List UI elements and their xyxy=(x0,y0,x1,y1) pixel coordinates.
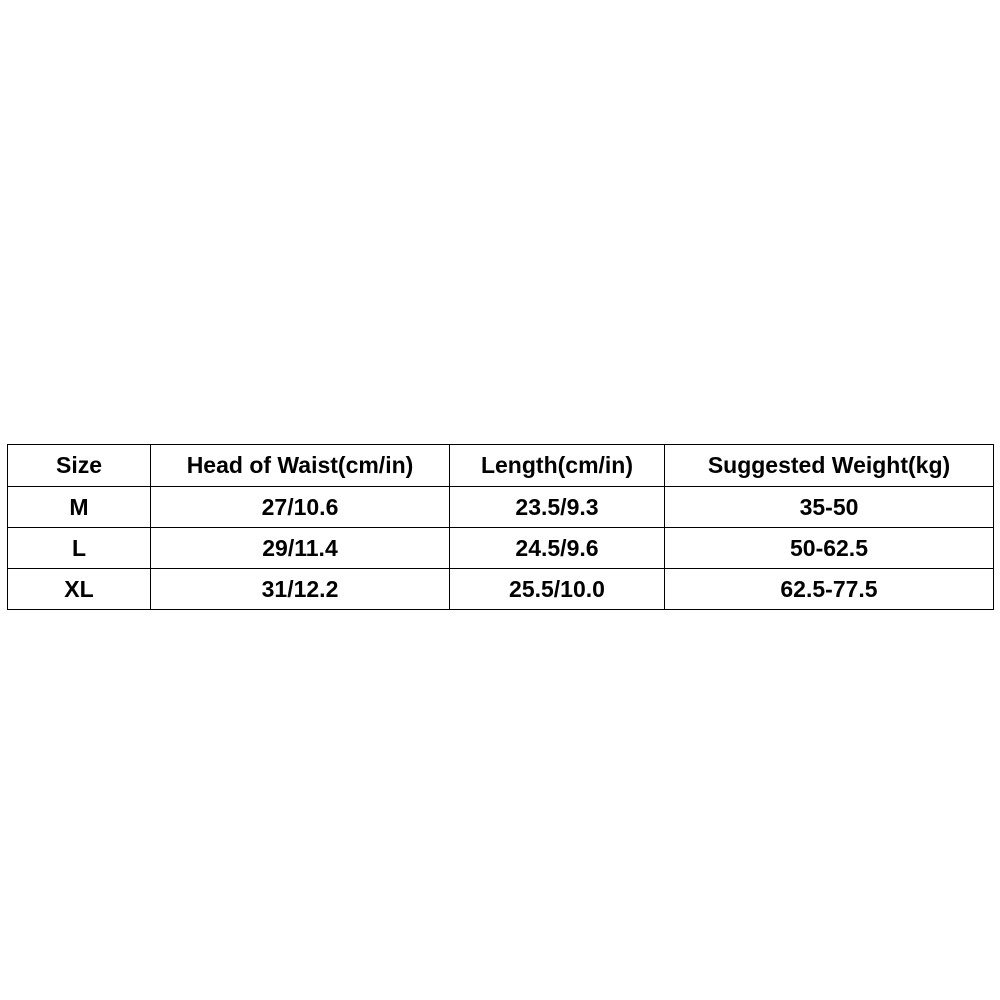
cell-length: 25.5/10.0 xyxy=(450,569,665,610)
table-row xyxy=(8,487,994,528)
cell-size: XL xyxy=(8,569,151,610)
header-head-of-waist: Head of Waist(cm/in) xyxy=(151,445,450,487)
header-length: Length(cm/in) xyxy=(450,445,665,487)
cell-suggested-weight: 50-62.5 xyxy=(665,528,994,569)
cell-size: M xyxy=(8,487,151,528)
cell-head-of-waist: 27/10.6 xyxy=(151,487,450,528)
cell-length: 23.5/9.3 xyxy=(450,487,665,528)
table-row xyxy=(8,569,994,610)
size-chart-table xyxy=(7,444,994,610)
table-row xyxy=(8,528,994,569)
cell-suggested-weight: 62.5-77.5 xyxy=(665,569,994,610)
cell-head-of-waist: 31/12.2 xyxy=(151,569,450,610)
cell-suggested-weight: 35-50 xyxy=(665,487,994,528)
cell-head-of-waist: 29/11.4 xyxy=(151,528,450,569)
cell-size: L xyxy=(8,528,151,569)
cell-length: 24.5/9.6 xyxy=(450,528,665,569)
header-size: Size xyxy=(8,445,151,487)
header-suggested-weight: Suggested Weight(kg) xyxy=(665,445,994,487)
table-header-row xyxy=(8,445,994,487)
